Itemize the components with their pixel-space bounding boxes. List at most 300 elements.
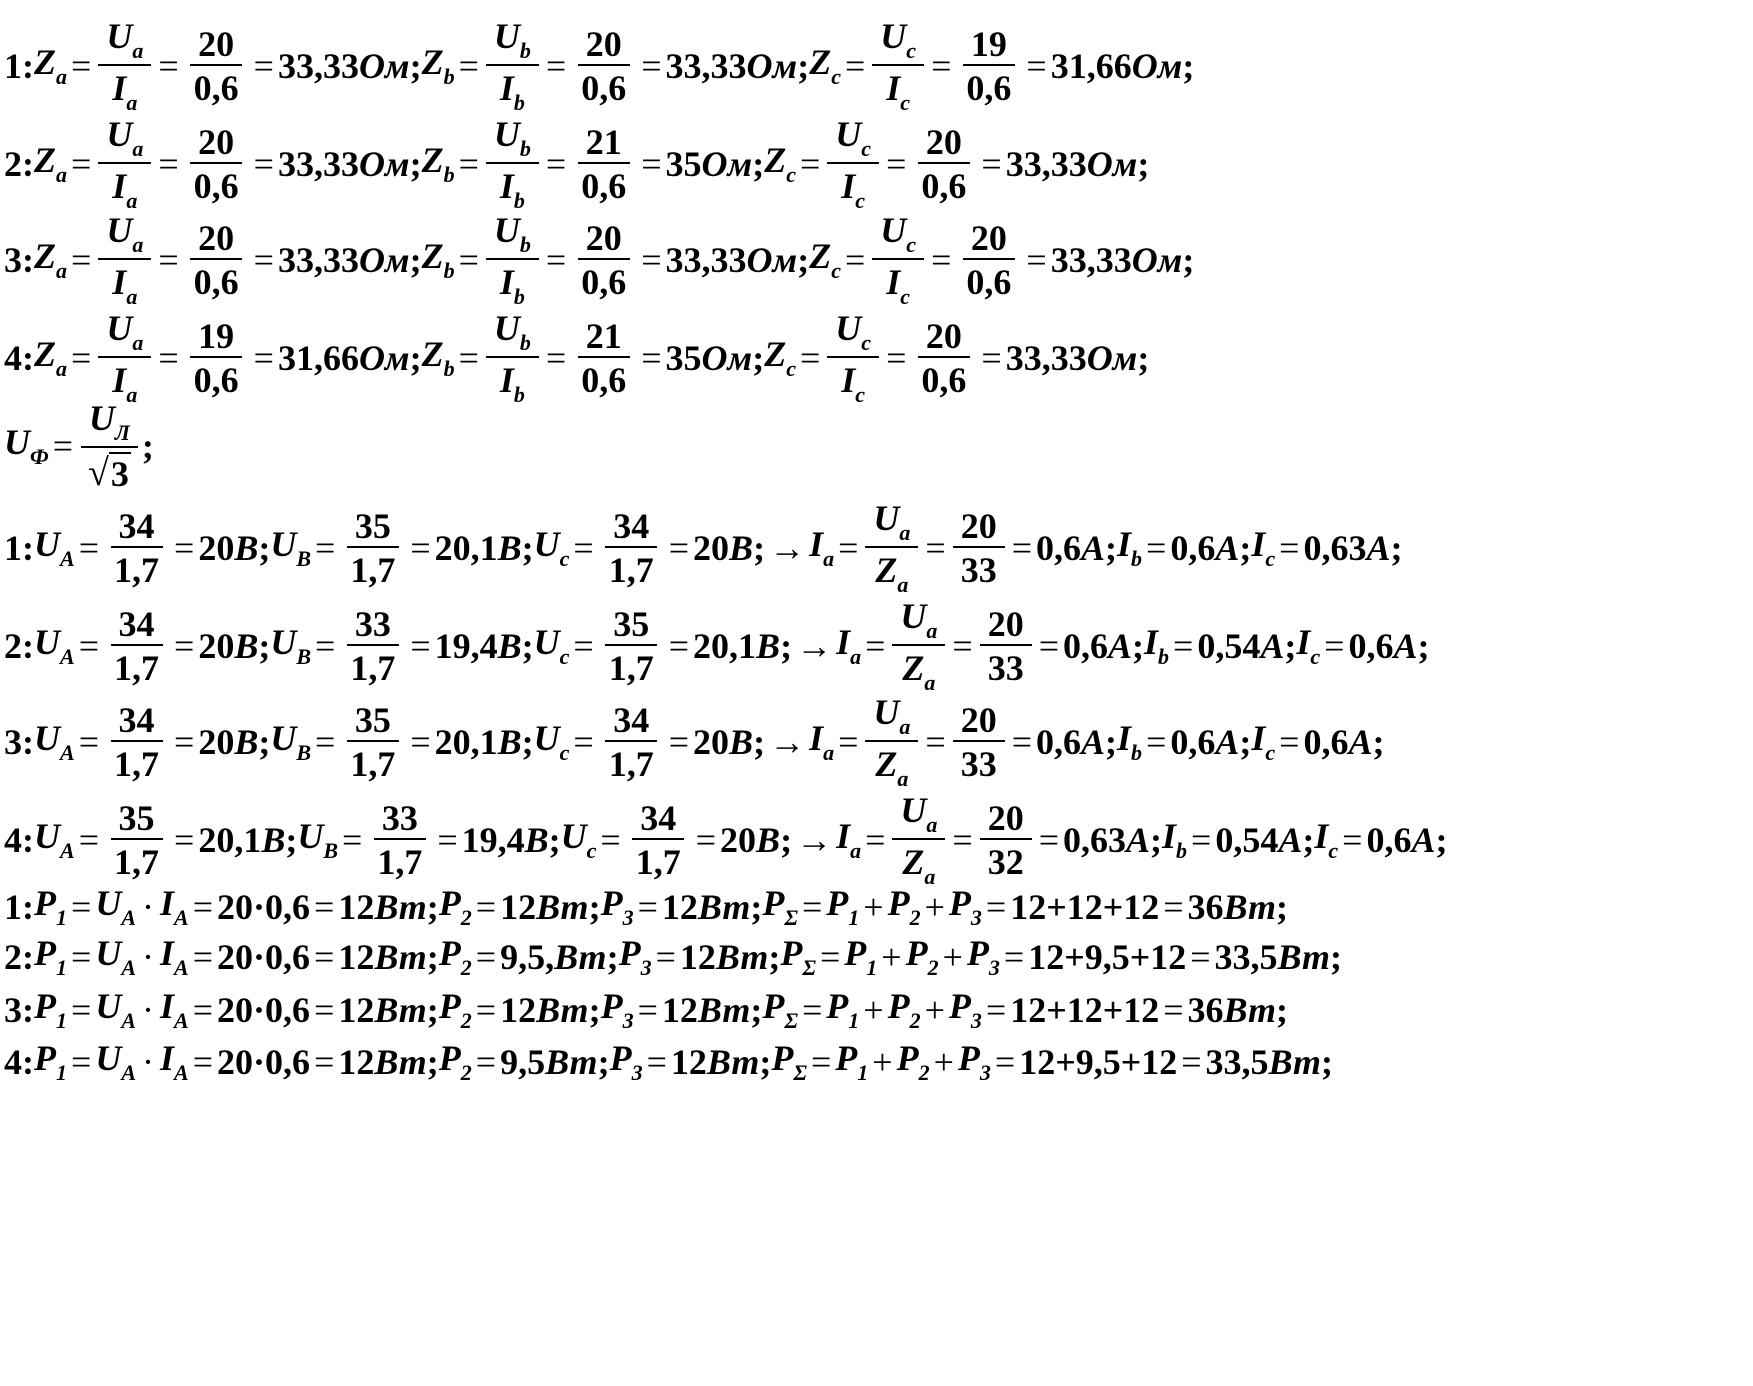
fraction-numerator: [605, 699, 657, 742]
u-B-letter: U: [270, 621, 297, 662]
p2-symbol: [888, 988, 921, 1032]
phase-voltage-formula: [4, 400, 154, 492]
equals-sign: =: [1181, 1041, 1202, 1082]
separator: ;: [588, 886, 601, 927]
i-a-letter: I: [836, 621, 851, 662]
fraction-numerator: [827, 310, 879, 358]
p-letter: P: [948, 986, 971, 1026]
i-a-symbol: [112, 359, 138, 407]
equals-sign: =: [931, 45, 952, 86]
fraction-numerator: [632, 797, 684, 840]
equals-sign: =: [174, 819, 195, 860]
u-c-symbol: [835, 114, 872, 161]
u-A-letter: U: [95, 986, 122, 1026]
plus-sign: +: [863, 886, 884, 927]
fraction-denominator: [628, 840, 689, 880]
amp-unit: А: [1260, 625, 1285, 666]
ohm-unit: Ом: [358, 45, 410, 86]
amp-unit: А: [1126, 819, 1151, 860]
fraction-numerator: [81, 400, 138, 448]
equals-sign: =: [641, 45, 662, 86]
i-c-subscript: c: [1265, 545, 1276, 571]
u-a-symbol: [106, 114, 144, 161]
ratio-fraction: [892, 598, 945, 694]
fraction-denominator: [867, 742, 916, 790]
z-b-symbol: [421, 139, 455, 187]
u-b-subscript: b: [519, 135, 531, 161]
equals-sign: =: [844, 45, 866, 86]
value-fraction: [342, 603, 403, 688]
i-b-letter: I: [499, 261, 514, 302]
number: 34: [640, 797, 677, 838]
separator: ;: [1182, 239, 1195, 280]
z-a-subscript: a: [56, 257, 67, 283]
p-sum-symbol: [762, 988, 798, 1032]
colon: :: [22, 1041, 34, 1082]
arrow-icon: →: [769, 527, 806, 568]
z-line-3: [4, 212, 1194, 308]
ohm-unit: Ом: [1131, 239, 1183, 280]
watt-unit: Вт: [554, 936, 607, 977]
result-value: 33,33: [277, 239, 359, 280]
z-a-symbol: [34, 235, 67, 283]
ohm-unit: Ом: [1086, 337, 1138, 378]
i-a-subscript: a: [823, 545, 835, 571]
separator: ;: [797, 239, 810, 280]
equals-sign: =: [158, 143, 179, 184]
watt-unit: Вт: [697, 886, 751, 927]
volt-unit: В: [729, 721, 754, 762]
i-b-symbol: [499, 261, 525, 309]
colon: :: [22, 886, 34, 927]
i-a-letter: I: [836, 815, 851, 856]
fraction-numerator: [578, 217, 630, 260]
fraction-denominator: [492, 164, 533, 212]
p-subscript: 1: [56, 1059, 67, 1085]
u-c-letter: U: [533, 621, 560, 662]
equals-sign: =: [315, 527, 336, 568]
watt-unit: Вт: [374, 989, 427, 1030]
equals-sign: =: [819, 936, 841, 977]
sigma-subscript: Σ: [802, 954, 816, 980]
number: 1,7: [608, 549, 654, 590]
equals-sign: =: [1279, 721, 1300, 762]
fraction-numerator: [190, 121, 242, 164]
p-line-4: [4, 1040, 1333, 1084]
p-subscript: 1: [56, 1007, 67, 1033]
u-a-symbol: [873, 692, 911, 739]
u-B-letter: U: [270, 523, 297, 564]
i-c-letter: I: [1296, 621, 1311, 662]
ratio-fraction: [486, 310, 539, 406]
i-A-subscript: A: [174, 954, 189, 980]
equals-sign: =: [1191, 819, 1212, 860]
equals-sign: =: [71, 989, 92, 1030]
fraction-numerator: [98, 18, 151, 66]
separator: ;: [1276, 886, 1288, 927]
fraction-denominator: [601, 646, 662, 686]
radicand: 3: [110, 453, 129, 494]
u-c-subscript: c: [906, 231, 917, 257]
i-c-symbol: [886, 261, 911, 309]
number: 1,7: [350, 549, 396, 590]
result-value: 20: [198, 625, 235, 666]
p-subscript: 2: [909, 1007, 921, 1033]
equals-sign: =: [801, 989, 823, 1030]
i-b-symbol: [499, 67, 525, 115]
p1-symbol: [835, 1040, 868, 1084]
equals-sign: =: [886, 337, 907, 378]
i-c-symbol: [886, 67, 911, 115]
u-a-subscript: a: [132, 37, 144, 63]
u-A-symbol: [34, 621, 75, 669]
p-subscript: 1: [857, 1059, 869, 1085]
result-value: 0,6: [1036, 527, 1082, 568]
u-b-symbol: [493, 114, 531, 161]
p-subscript: 1: [866, 954, 878, 980]
equals-sign: =: [952, 819, 973, 860]
p2-symbol: [906, 935, 939, 979]
fraction-denominator: [342, 646, 403, 686]
u-c-symbol: [533, 621, 570, 669]
fraction-denominator: [913, 358, 974, 398]
equals-sign: =: [1026, 45, 1047, 86]
amp-unit: А: [1215, 721, 1240, 762]
equals-sign: =: [253, 239, 274, 280]
p-line-2: [4, 935, 1342, 979]
separator: ;: [258, 721, 271, 762]
separator: ;: [258, 527, 271, 568]
equals-sign: =: [315, 625, 336, 666]
equals-sign: =: [1324, 625, 1345, 666]
separator: ;: [426, 936, 439, 977]
fraction-numerator: [347, 699, 399, 742]
fraction-denominator: [573, 66, 634, 106]
ratio-fraction: [98, 310, 151, 406]
separator: ;: [1321, 1041, 1333, 1082]
number: 0,6: [193, 359, 239, 400]
z-c-subscript: c: [786, 161, 796, 187]
value-fraction: [601, 505, 662, 590]
u-A-symbol: [34, 815, 75, 863]
i-a-subscript: a: [850, 643, 862, 669]
separator: ;: [409, 45, 422, 86]
watt-unit: Вт: [1268, 1041, 1321, 1082]
result-value: 12: [338, 936, 375, 977]
z-b-letter: Z: [421, 41, 444, 82]
result-value: 20,1: [693, 625, 757, 666]
u-c-symbol: [880, 16, 917, 63]
fraction-denominator: [342, 548, 403, 588]
line-number: 3: [4, 239, 22, 280]
number: 1,7: [114, 549, 159, 590]
result-value: 0,54: [1215, 819, 1279, 860]
ohm-unit: Ом: [701, 143, 753, 184]
value-fraction: [913, 121, 974, 206]
result-value: 12: [661, 989, 698, 1030]
equals-sign: =: [799, 337, 821, 378]
separator: ;: [426, 1041, 439, 1082]
value-fraction: [573, 23, 634, 108]
equals-sign: =: [801, 886, 823, 927]
i-A-subscript: A: [174, 904, 189, 930]
fraction-numerator: [872, 212, 924, 260]
sum-terms: 12+9,5+12: [1028, 936, 1187, 977]
number: 33: [960, 743, 997, 784]
p-subscript: 1: [848, 904, 860, 930]
p-subscript: 3: [631, 1059, 643, 1085]
u-b-subscript: b: [519, 231, 531, 257]
ratio-fraction: [486, 18, 539, 114]
z-b-subscript: b: [443, 355, 455, 381]
radical-sign: √: [88, 451, 109, 494]
i-b-symbol: [499, 359, 525, 407]
equals-sign: =: [668, 721, 690, 762]
i-a-letter: I: [112, 165, 127, 206]
result-value: 9,5: [500, 1041, 546, 1082]
equals-sign: =: [158, 337, 179, 378]
i-a-symbol: [836, 815, 862, 863]
i-a-symbol: [809, 717, 835, 765]
value-fraction: [601, 603, 662, 688]
number: 35: [118, 797, 155, 838]
result-value: 33,33: [665, 239, 747, 280]
volt-unit: В: [497, 625, 522, 666]
z-b-symbol: [421, 235, 455, 283]
ratio-fraction: [98, 212, 151, 308]
u-A-symbol: [34, 523, 75, 571]
number: 0,6: [193, 67, 239, 108]
value-fraction: [186, 315, 247, 400]
value-fraction: [186, 23, 247, 108]
u-a-letter: U: [106, 16, 133, 56]
u-b-letter: U: [493, 16, 520, 56]
i-c-letter: I: [886, 67, 901, 108]
plus-sign: +: [942, 936, 963, 977]
i-c-letter: I: [841, 359, 856, 400]
i-A-symbol: [160, 1040, 189, 1084]
u-phase-letter: U: [4, 422, 30, 462]
i-a-subscript: a: [126, 187, 138, 213]
equals-sign: =: [981, 143, 1002, 184]
equals-sign: =: [1173, 625, 1194, 666]
plus-sign: +: [863, 989, 884, 1030]
value-fraction: [186, 217, 247, 302]
u-c-symbol: [533, 523, 570, 571]
p-subscript: 3: [988, 954, 1000, 980]
z-c-letter: Z: [809, 235, 832, 276]
number: 34: [613, 505, 650, 546]
volt-unit: В: [497, 721, 522, 762]
colon: :: [22, 625, 34, 666]
i-c-symbol: [1296, 621, 1321, 669]
u-a-letter: U: [900, 790, 927, 830]
equals-sign: =: [1038, 625, 1060, 666]
result-value: 20: [198, 721, 235, 762]
result-value: 33,5: [1214, 936, 1278, 977]
result-value: 19,4: [434, 625, 498, 666]
equals-sign: =: [637, 886, 658, 927]
equals-sign: =: [458, 337, 479, 378]
separator: ;: [759, 1041, 772, 1082]
p3-symbol: [949, 885, 982, 929]
u-c-subscript: c: [559, 643, 570, 669]
arrow-icon: →: [796, 819, 833, 860]
fraction-numerator: [953, 699, 1005, 742]
p-subscript: 1: [56, 954, 67, 980]
value-fraction: [601, 699, 662, 784]
fraction-denominator: [980, 840, 1032, 880]
i-a-subscript: a: [126, 89, 138, 115]
z-b-symbol: [421, 41, 455, 89]
fraction-numerator: [865, 694, 918, 742]
fraction-denominator: [186, 66, 247, 106]
ohm-unit: Ом: [358, 239, 410, 280]
sigma-subscript: Σ: [793, 1059, 807, 1085]
i-A-subscript: A: [174, 1059, 189, 1085]
separator: ;: [409, 143, 422, 184]
ohm-unit: Ом: [701, 337, 753, 378]
amp-unit: А: [1108, 625, 1133, 666]
colon: :: [22, 143, 34, 184]
u-B-symbol: [270, 717, 312, 765]
equals-sign: =: [78, 721, 99, 762]
z-a-subscript: a: [56, 63, 67, 89]
i-a-symbol: [809, 523, 835, 571]
i-a-symbol: [836, 621, 862, 669]
z-a-subscript: a: [897, 765, 909, 791]
equals-sign: =: [799, 143, 821, 184]
u-A-symbol: [95, 885, 136, 929]
fraction-numerator: [980, 603, 1032, 646]
equals-sign: =: [192, 989, 214, 1030]
u-a-symbol: [106, 16, 144, 63]
p-subscript: 3: [622, 904, 634, 930]
value-fraction: [913, 315, 974, 400]
z-a-symbol: [902, 841, 936, 889]
u-B-subscript: B: [296, 739, 312, 765]
u-c-symbol: [880, 210, 917, 257]
result-value: 20,1: [198, 819, 262, 860]
separator: ;: [606, 936, 619, 977]
number: 1,7: [114, 841, 159, 882]
p-subscript: 2: [460, 1007, 472, 1033]
value-fraction: [573, 217, 634, 302]
p3-symbol: [967, 935, 1000, 979]
equals-sign: =: [1003, 936, 1025, 977]
equals-sign: =: [668, 625, 690, 666]
amp-unit: А: [1393, 625, 1418, 666]
fraction-numerator: [347, 505, 399, 548]
separator: ;: [797, 45, 810, 86]
p-letter: P: [34, 883, 56, 923]
value-fraction: [980, 603, 1032, 688]
result-value: 36: [1187, 886, 1224, 927]
p-subscript: 2: [927, 954, 939, 980]
p-letter: P: [896, 1038, 919, 1078]
p-letter: P: [762, 883, 785, 923]
result-value: 12: [500, 886, 537, 927]
result-value: 33,5: [1205, 1041, 1269, 1082]
number: 1,7: [114, 647, 159, 688]
equals-sign: =: [314, 936, 335, 977]
ratio-fraction: [486, 212, 539, 308]
p3-symbol: [601, 885, 634, 929]
equals-sign: =: [641, 143, 662, 184]
equals-sign: =: [78, 819, 99, 860]
z-line-2: [4, 116, 1149, 212]
watt-unit: Вт: [374, 936, 427, 977]
i-a-subscript: a: [126, 283, 138, 309]
p-letter: P: [438, 986, 461, 1026]
u-a-subscript: a: [132, 329, 144, 355]
separator: ;: [1276, 989, 1288, 1030]
result-value: 12: [338, 886, 375, 927]
separator: ;: [1150, 819, 1163, 860]
separator: ;: [258, 625, 271, 666]
plus-sign: +: [933, 1041, 954, 1082]
number: 20: [198, 23, 235, 64]
u-line-1: [4, 500, 1402, 596]
value-fraction: [953, 699, 1005, 784]
fraction-numerator: [190, 217, 242, 260]
volt-unit: В: [234, 625, 259, 666]
equals-sign: =: [1011, 527, 1033, 568]
equals-sign: =: [437, 819, 458, 860]
u-a-subscript: a: [132, 231, 144, 257]
u-a-symbol: [873, 498, 911, 545]
equals-sign: =: [52, 425, 74, 466]
number: 1,7: [608, 743, 654, 784]
equals-sign: =: [646, 1041, 667, 1082]
p-line-3: [4, 988, 1288, 1032]
p-subscript: 2: [918, 1059, 930, 1085]
i-a-letter: I: [112, 261, 127, 302]
fraction-denominator: [573, 358, 634, 398]
line-number: 1: [4, 527, 22, 568]
u-c-letter: U: [835, 308, 862, 348]
fraction-denominator: [186, 358, 247, 398]
i-b-subscript: b: [513, 89, 525, 115]
number: 1,7: [608, 647, 654, 688]
u-A-subscript: A: [121, 1059, 136, 1085]
p-sum-symbol: [762, 885, 798, 929]
equals-sign: =: [314, 1041, 335, 1082]
u-c-subscript: c: [586, 837, 597, 863]
number: 19: [970, 23, 1007, 64]
equals-sign: =: [71, 337, 92, 378]
fraction-numerator: [486, 310, 539, 358]
separator: ;: [1372, 721, 1385, 762]
z-a-letter: Z: [34, 333, 56, 374]
number: 34: [118, 699, 155, 740]
watt-unit: Вт: [536, 886, 589, 927]
value-fraction: [953, 505, 1005, 590]
z-a-subscript: a: [924, 863, 936, 889]
multiply-dot: ·: [142, 936, 154, 977]
equals-sign: =: [174, 527, 195, 568]
i-a-subscript: a: [823, 739, 835, 765]
ohm-unit: Ом: [358, 337, 410, 378]
p2-symbol: [439, 988, 472, 1032]
z-a-subscript: a: [56, 161, 67, 187]
separator: ;: [1182, 45, 1195, 86]
ohm-unit: Ом: [1086, 143, 1138, 184]
value-fraction: [342, 505, 403, 590]
equals-sign: =: [1163, 886, 1184, 927]
separator: ;: [588, 989, 601, 1030]
number: 0,6: [581, 165, 627, 206]
